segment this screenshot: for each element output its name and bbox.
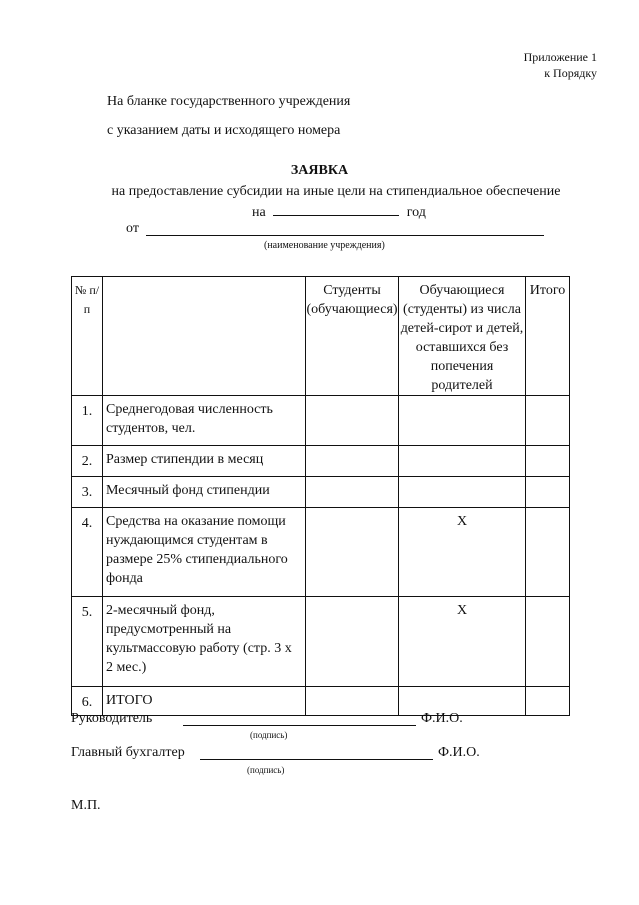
row-students: [306, 597, 399, 687]
institution-caption: (наименование учреждения): [264, 240, 385, 251]
row-orphans: [399, 446, 526, 477]
row-num: 6.: [72, 687, 103, 716]
row-name: ИТОГО: [103, 687, 306, 716]
table-header-row: [72, 277, 570, 396]
application-table: [71, 276, 570, 716]
appendix-note: [524, 49, 597, 81]
row-total: [526, 477, 570, 508]
row-name: Средства на оказание помощи нуждающимся студентам в размере 25% стипендиального фонда: [103, 508, 306, 597]
accountant-signature-caption: (подпись): [247, 765, 285, 775]
header-orphans: Обучающиеся (студенты) из числа детей-сирот и детей, оставшихся без попечения родителей: [399, 277, 526, 396]
row-num: 4.: [72, 508, 103, 597]
table-row: [72, 477, 570, 508]
year-suffix: год: [406, 205, 426, 220]
head-fio: Ф.И.О.: [421, 711, 463, 726]
document-title: ЗАЯВКА: [290, 163, 349, 178]
row-students: [306, 396, 399, 446]
year-blank: [273, 202, 399, 216]
table-row: [72, 396, 570, 446]
row-orphans-x-mark: X: [399, 508, 526, 597]
accountant-signature-line: [200, 759, 433, 760]
row-name: Среднегодовая численность студентов, чел.: [103, 396, 306, 446]
head-label: Руководитель: [71, 711, 153, 726]
row-orphans: [399, 396, 526, 446]
row-total: [526, 396, 570, 446]
header-total: Итого: [526, 277, 570, 396]
row-name: 2-месячный фонд, предусмотренный на культмассовую работу (стр. 3 х 2 мес.): [103, 597, 306, 687]
head-signature-caption: (подпись): [250, 730, 288, 740]
appendix-line-1: Приложение 1: [523, 50, 597, 64]
row-name: Размер стипендии в месяц: [103, 446, 306, 477]
accountant-fio: Ф.И.О.: [438, 745, 480, 760]
from-blank: [146, 235, 544, 236]
letterhead-line-2: с указанием даты и исходящего номера: [107, 123, 341, 138]
year-prefix: на: [252, 205, 266, 220]
row-students: [306, 477, 399, 508]
row-num: 5.: [72, 597, 103, 687]
header-name: [103, 277, 306, 396]
row-total: [526, 446, 570, 477]
from-line: [126, 221, 139, 237]
row-total: [526, 597, 570, 687]
header-students: Студенты (обучающиеся): [306, 277, 399, 396]
letterhead-line-1: На бланке государственного учреждения: [107, 94, 351, 109]
row-num: 2.: [72, 446, 103, 477]
row-total: [526, 687, 570, 716]
row-orphans-x-mark: X: [399, 597, 526, 687]
row-orphans: [399, 477, 526, 508]
row-students: [306, 508, 399, 597]
accountant-label: Главный бухгалтер: [71, 745, 185, 760]
appendix-line-2: к Порядку: [544, 66, 597, 80]
year-line: [252, 202, 426, 221]
row-students: [306, 446, 399, 477]
stamp-place: М.П.: [71, 798, 101, 813]
row-total: [526, 508, 570, 597]
from-prefix: от: [126, 221, 139, 236]
row-students: [306, 687, 399, 716]
table-row: [72, 446, 570, 477]
table-row: [72, 597, 570, 687]
row-num: 3.: [72, 477, 103, 508]
row-num: 1.: [72, 396, 103, 446]
document-subtitle: на предоставление субсидии на иные цели на стипендиальное обеспечение: [111, 184, 561, 199]
row-name: Месячный фонд стипендии: [103, 477, 306, 508]
head-signature-line: [183, 725, 416, 726]
header-num: № п/п: [72, 277, 103, 396]
table-row: [72, 508, 570, 597]
